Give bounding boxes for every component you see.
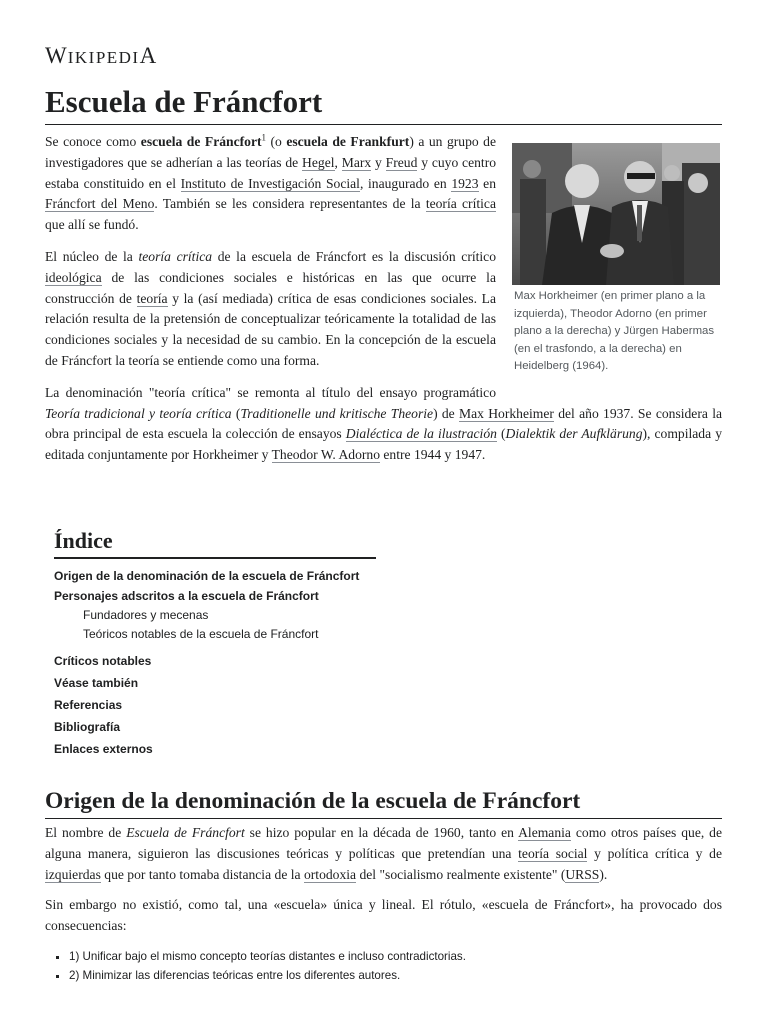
intro-paragraph-3 xyxy=(45,383,722,466)
italic-term: Teoría tradicional y teoría crítica xyxy=(45,405,232,421)
wikipedia-wordmark[interactable] xyxy=(45,43,157,69)
italic-term: Escuela de Fráncfort xyxy=(126,825,245,840)
toc-subitem[interactable]: Fundadores y mecenas xyxy=(83,608,209,622)
text: ( xyxy=(231,405,241,421)
toc-heading: Índice xyxy=(54,528,376,559)
link-freud[interactable]: Freud xyxy=(385,154,418,170)
link-izquierdas[interactable]: izquierdas xyxy=(45,866,101,882)
toc-item[interactable]: Origen de la denominación de la escuela de Fráncfort xyxy=(54,569,360,583)
wordmark-last: A xyxy=(139,43,158,68)
toc-item[interactable]: Referencias xyxy=(54,698,123,712)
text: y la (así mediada) crítica de esas condiciones sociales. La relación resulta de la pretensión de conceptualizar teóricamente la totalidad de las condiciones sociales y la necesidad de su cambio. En la concepción de la escuela de Fráncfort la teoría se entiende como una forma. xyxy=(45,290,496,368)
link-adorno[interactable]: Theodor W. Adorno xyxy=(271,447,380,463)
article-intro xyxy=(45,132,722,477)
toc-item[interactable]: Críticos notables xyxy=(54,654,152,668)
text: de la escuela de Fráncfort es la discusión crítico xyxy=(212,248,497,264)
text: en xyxy=(478,175,496,191)
section-paragraph-2: Sin embargo no existió, como tal, una «escuela» única y lineal. El rótulo, «escuela de Fráncfort», ha provocado dos consecuencias: xyxy=(45,897,722,934)
italic-term: teoría crítica xyxy=(138,248,213,264)
reference-link[interactable]: 1 xyxy=(261,132,266,143)
link-hegel[interactable]: Hegel xyxy=(302,154,335,170)
bold-term: escuela de Fráncfort xyxy=(140,134,262,149)
link-teoria[interactable]: teoría xyxy=(136,290,168,306)
wordmark-first: W xyxy=(45,43,68,68)
link-marx[interactable]: Marx xyxy=(341,154,372,170)
link-urss[interactable]: URSS xyxy=(565,866,600,882)
text: de las condiciones sociales e históricas en las que ocurre la construcción de xyxy=(45,269,496,306)
text: La denominación "teoría crítica" se remonta al título del ensayo programático xyxy=(45,384,496,400)
text: ) de xyxy=(433,405,460,421)
toc-item[interactable]: Personajes adscritos a la escuela de Fráncfort xyxy=(54,589,319,603)
text: . También se les considera representantes de la xyxy=(154,196,426,212)
section-paragraph-1 xyxy=(45,823,722,885)
text: que allí se fundó. xyxy=(45,217,139,233)
link-ortodoxia[interactable]: ortodoxia xyxy=(303,866,357,882)
link-1923[interactable]: 1923 xyxy=(451,175,479,191)
text: , xyxy=(334,154,342,170)
link-dialectica-label: Dialéctica de la ilustración xyxy=(345,426,497,442)
link-teoria-critica[interactable]: teoría crítica xyxy=(425,196,496,212)
link-alemania[interactable]: Alemania xyxy=(518,825,571,840)
consequences-list xyxy=(45,947,722,986)
bold-term: escuela de Frankfurt xyxy=(286,134,410,149)
text: entre 1944 y 1947. xyxy=(380,447,486,463)
text: ( xyxy=(496,426,506,442)
toc-subitem[interactable]: Teóricos notables de la escuela de Fráncfort xyxy=(83,627,319,641)
link-instituto[interactable]: Instituto de Investigación Social xyxy=(180,175,360,191)
text: Se conoce como xyxy=(45,134,141,149)
text: y xyxy=(371,154,386,170)
text: y política crítica y de xyxy=(587,845,722,861)
text: ), compilada y editada conjuntamente por Horkheimer y xyxy=(45,426,722,463)
text: como otros países que, de alguna manera, siguieron las discusiones teóricas y políticas que pretendían una xyxy=(45,825,722,861)
italic-term: Dialektik der Aufklärung xyxy=(505,426,643,442)
text: y cuyo centro estaba constituido en el xyxy=(45,154,497,191)
text: (o xyxy=(266,134,287,149)
text: del "socialismo realmente existente" ( xyxy=(356,866,566,882)
toc-item[interactable]: Bibliografía xyxy=(54,720,121,734)
photo-figure xyxy=(512,143,722,376)
text: El núcleo de la xyxy=(45,248,139,264)
link-ideologica[interactable]: ideológica xyxy=(45,269,102,285)
table-of-contents xyxy=(54,528,376,760)
toc-list xyxy=(54,565,376,760)
toc-item[interactable]: Enlaces externos xyxy=(54,742,153,756)
link-teoria-social[interactable]: teoría social xyxy=(518,845,588,861)
photo-caption: Max Horkheimer (en primer plano a la izquierda), Theodor Adorno (en primer plano a la derecha) y Jürgen Habermas (en el trasfondo, a la derecha) en Heidelberg (1964). xyxy=(514,290,715,372)
wordmark-middle: IKIPEDI xyxy=(67,48,140,67)
italic-term: Traditionelle und kritische Theorie xyxy=(240,405,434,421)
page-title: Escuela de Fráncfort xyxy=(45,82,722,125)
list-item: ▪ 1) Unificar bajo el mismo concepto teorías distantes e incluso contradictorias. xyxy=(69,947,722,967)
text: ) a un grupo de investigadores que se adherían a las teorías de xyxy=(45,134,497,170)
link-horkheimer[interactable]: Max Horkheimer xyxy=(459,405,554,421)
toc-item[interactable]: Véase también xyxy=(54,676,139,690)
text: , inaugurado en xyxy=(359,175,452,191)
section-heading: Origen de la denominación de la escuela de Fráncfort xyxy=(45,786,722,819)
horkheimer-adorno-photo[interactable] xyxy=(512,143,720,285)
list-item: ▪ 2) Minimizar las diferencias teóricas entre los diferentes autores. xyxy=(69,966,722,986)
text: que por tanto tomaba distancia de la xyxy=(100,866,304,882)
link-frankfurt[interactable]: Fráncfort del Meno xyxy=(45,196,155,212)
text: ). xyxy=(599,866,608,882)
text: El nombre de xyxy=(45,825,127,840)
section-body xyxy=(45,823,722,986)
text: del año 1937. Se considera la obra principal de esta escuela la colección de ensayos xyxy=(45,405,723,442)
link-dialectica[interactable] xyxy=(346,426,497,442)
text: se hizo popular en la década de 1960, tanto en xyxy=(244,825,519,840)
photo-illustration xyxy=(512,143,720,285)
